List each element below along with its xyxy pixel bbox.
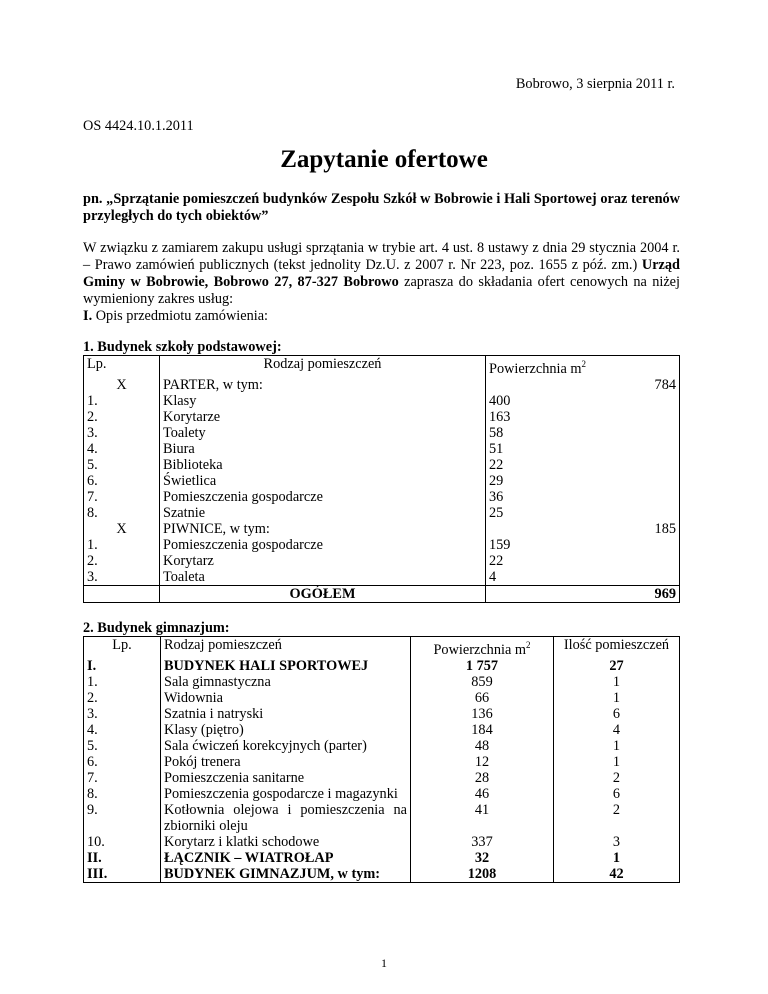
row-count: 1 bbox=[554, 674, 680, 690]
intro-text-2: zaprasza do składania ofert cenowych na niżej wymieniony zakres usług: bbox=[83, 274, 680, 307]
header-area-text: Powierzchnia m bbox=[433, 641, 526, 658]
table-row bbox=[84, 834, 680, 850]
total-empty bbox=[84, 585, 160, 602]
row-lp: 4. bbox=[84, 722, 161, 738]
row-name: Szatnie bbox=[160, 505, 486, 521]
table-row bbox=[84, 569, 680, 586]
row-name: Korytarz bbox=[160, 553, 486, 569]
row-area: 12 bbox=[411, 754, 554, 770]
header-lp: Lp. bbox=[84, 356, 160, 377]
row-lp: 3. bbox=[84, 425, 160, 441]
header-count: Ilość pomieszczeń bbox=[554, 637, 680, 658]
primary-school-table-body bbox=[84, 356, 680, 603]
row-name: Korytarze bbox=[160, 409, 486, 425]
row-lp: X bbox=[84, 521, 160, 537]
table-row bbox=[84, 425, 680, 441]
row-lp: I. bbox=[84, 658, 161, 674]
total-value: 969 bbox=[486, 585, 680, 602]
table-row bbox=[84, 473, 680, 489]
table-row bbox=[84, 674, 680, 690]
header-area bbox=[486, 356, 680, 377]
row-lp: 5. bbox=[84, 738, 161, 754]
intro-text-bold: Urząd Gminy w Bobrowie, Bobrowo 27, 87-327 Bobrowo bbox=[83, 257, 680, 290]
row-area: 400 bbox=[486, 393, 680, 409]
header-lp: Lp. bbox=[84, 637, 161, 658]
row-area: 58 bbox=[486, 425, 680, 441]
table-row bbox=[84, 866, 680, 883]
total-row bbox=[84, 585, 680, 602]
row-name: Klasy (piętro) bbox=[161, 722, 411, 738]
row-count: 27 bbox=[554, 658, 680, 674]
row-name: Pomieszczenia sanitarne bbox=[161, 770, 411, 786]
item-label: I. bbox=[83, 308, 93, 324]
row-name: Szatnia i natryski bbox=[161, 706, 411, 722]
document-title: Zapytanie ofertowe bbox=[280, 146, 488, 173]
row-name: Korytarz i klatki schodowe bbox=[161, 834, 411, 850]
row-lp: 6. bbox=[84, 473, 160, 489]
table-row bbox=[84, 377, 680, 393]
header-area bbox=[411, 637, 554, 658]
row-lp: 3. bbox=[84, 569, 160, 586]
table-row bbox=[84, 537, 680, 553]
table-row bbox=[84, 770, 680, 786]
gymnasium-table bbox=[83, 636, 680, 883]
table-row bbox=[84, 393, 680, 409]
row-area: 185 bbox=[486, 521, 680, 537]
row-count: 2 bbox=[554, 802, 680, 834]
header-area-sup: 2 bbox=[526, 640, 531, 650]
row-area: 22 bbox=[486, 457, 680, 473]
row-area: 859 bbox=[411, 674, 554, 690]
row-lp: 8. bbox=[84, 505, 160, 521]
row-name: PARTER, w tym: bbox=[160, 377, 486, 393]
row-name: BUDYNEK GIMNAZJUM, w tym: bbox=[161, 866, 411, 883]
table-row bbox=[84, 754, 680, 770]
row-count: 42 bbox=[554, 866, 680, 883]
row-count: 6 bbox=[554, 706, 680, 722]
row-name: Toalety bbox=[160, 425, 486, 441]
row-lp: 9. bbox=[84, 802, 161, 834]
row-lp: 1. bbox=[84, 393, 160, 409]
row-area: 1 757 bbox=[411, 658, 554, 674]
intro-paragraph bbox=[83, 240, 680, 325]
row-name: Sala gimnastyczna bbox=[161, 674, 411, 690]
row-name: Świetlica bbox=[160, 473, 486, 489]
table-row bbox=[84, 786, 680, 802]
total-label: OGÓŁEM bbox=[160, 585, 486, 602]
intro-text-1: W związku z zamiarem zakupu usługi sprzątania w trybie art. 4 ust. 8 ustawy z dnia 29 stycznia 2004 r. – Prawo zamówień publicznych (tekst jednolity Dz.U. z 2007 r. Nr 223, poz. 1655 z póź. zm.) bbox=[83, 240, 680, 273]
header-name: Rodzaj pomieszczeń bbox=[160, 356, 486, 377]
row-lp: 2. bbox=[84, 690, 161, 706]
row-count: 6 bbox=[554, 786, 680, 802]
section1-title: 1. Budynek szkoły podstawowej: bbox=[83, 339, 282, 355]
document-date: Bobrowo, 3 sierpnia 2011 r. bbox=[515, 76, 675, 92]
table-row bbox=[84, 658, 680, 674]
row-name: Widownia bbox=[161, 690, 411, 706]
row-area: 46 bbox=[411, 786, 554, 802]
row-lp: 4. bbox=[84, 441, 160, 457]
row-name: Toaleta bbox=[160, 569, 486, 586]
row-lp: 7. bbox=[84, 770, 161, 786]
table-row bbox=[84, 690, 680, 706]
row-count: 1 bbox=[554, 850, 680, 866]
row-lp: 3. bbox=[84, 706, 161, 722]
row-name: Pomieszczenia gospodarcze i magazynki bbox=[161, 786, 411, 802]
gymnasium-table-body bbox=[84, 637, 680, 883]
table-row bbox=[84, 802, 680, 834]
header-area-text: Powierzchnia m bbox=[489, 360, 582, 377]
row-name: Pomieszczenia gospodarcze bbox=[160, 489, 486, 505]
row-lp: X bbox=[84, 377, 160, 393]
row-count: 2 bbox=[554, 770, 680, 786]
document-subject: pn. „Sprzątanie pomieszczeń budynków Zespołu Szkół w Bobrowie i Hali Sportowej oraz terenów przyległych do tych obiektów” bbox=[83, 191, 680, 224]
row-area: 41 bbox=[411, 802, 554, 834]
row-count: 1 bbox=[554, 738, 680, 754]
row-area: 1208 bbox=[411, 866, 554, 883]
primary-school-table bbox=[83, 355, 680, 603]
header-name: Rodzaj pomieszczeń bbox=[161, 637, 411, 658]
row-area: 184 bbox=[411, 722, 554, 738]
row-lp: 1. bbox=[84, 674, 161, 690]
table-row bbox=[84, 706, 680, 722]
table-row bbox=[84, 457, 680, 473]
row-lp: 10. bbox=[84, 834, 161, 850]
table-row bbox=[84, 553, 680, 569]
row-name: Sala ćwiczeń korekcyjnych (parter) bbox=[161, 738, 411, 754]
row-area: 22 bbox=[486, 553, 680, 569]
header-area-sup: 2 bbox=[581, 359, 587, 369]
row-name: PIWNICE, w tym: bbox=[160, 521, 486, 537]
row-name: Biura bbox=[160, 441, 486, 457]
row-name: Kotłownia olejowa i pomieszczenia na zbiorniki oleju bbox=[161, 802, 411, 834]
row-area: 51 bbox=[486, 441, 680, 457]
row-area: 136 bbox=[411, 706, 554, 722]
row-lp: 6. bbox=[84, 754, 161, 770]
row-area: 32 bbox=[411, 850, 554, 866]
page-number: 1 bbox=[381, 956, 387, 970]
document-reference: OS 4424.10.1.2011 bbox=[83, 118, 194, 134]
section2-title: 2. Budynek gimnazjum: bbox=[83, 620, 230, 636]
row-count: 4 bbox=[554, 722, 680, 738]
row-area: 28 bbox=[411, 770, 554, 786]
row-lp: 2. bbox=[84, 409, 160, 425]
row-count: 3 bbox=[554, 834, 680, 850]
row-name: Pokój trenera bbox=[161, 754, 411, 770]
row-area: 784 bbox=[486, 377, 680, 393]
row-area: 66 bbox=[411, 690, 554, 706]
table-row bbox=[84, 441, 680, 457]
row-lp: 5. bbox=[84, 457, 160, 473]
row-area: 163 bbox=[486, 409, 680, 425]
table-row bbox=[84, 409, 680, 425]
row-name: ŁĄCZNIK – WIATROŁAP bbox=[161, 850, 411, 866]
row-name: Biblioteka bbox=[160, 457, 486, 473]
row-area: 337 bbox=[411, 834, 554, 850]
row-area: 29 bbox=[486, 473, 680, 489]
table-row bbox=[84, 489, 680, 505]
table-row bbox=[84, 505, 680, 521]
row-area: 159 bbox=[486, 537, 680, 553]
table-header-row bbox=[84, 356, 680, 377]
row-area: 25 bbox=[486, 505, 680, 521]
row-lp: III. bbox=[84, 866, 161, 883]
row-count: 1 bbox=[554, 690, 680, 706]
row-area: 4 bbox=[486, 569, 680, 586]
row-lp: 1. bbox=[84, 537, 160, 553]
table-row bbox=[84, 738, 680, 754]
row-area: 48 bbox=[411, 738, 554, 754]
row-count: 1 bbox=[554, 754, 680, 770]
row-name: Pomieszczenia gospodarcze bbox=[160, 537, 486, 553]
item-text: Opis przedmiotu zamówienia: bbox=[92, 308, 269, 324]
row-name: BUDYNEK HALI SPORTOWEJ bbox=[161, 658, 411, 674]
row-name: Klasy bbox=[160, 393, 486, 409]
row-lp: 8. bbox=[84, 786, 161, 802]
table-row bbox=[84, 722, 680, 738]
table-header-row bbox=[84, 637, 680, 658]
row-lp: 2. bbox=[84, 553, 160, 569]
row-lp: 7. bbox=[84, 489, 160, 505]
table-row bbox=[84, 521, 680, 537]
row-area: 36 bbox=[486, 489, 680, 505]
table-row bbox=[84, 850, 680, 866]
row-lp: II. bbox=[84, 850, 161, 866]
